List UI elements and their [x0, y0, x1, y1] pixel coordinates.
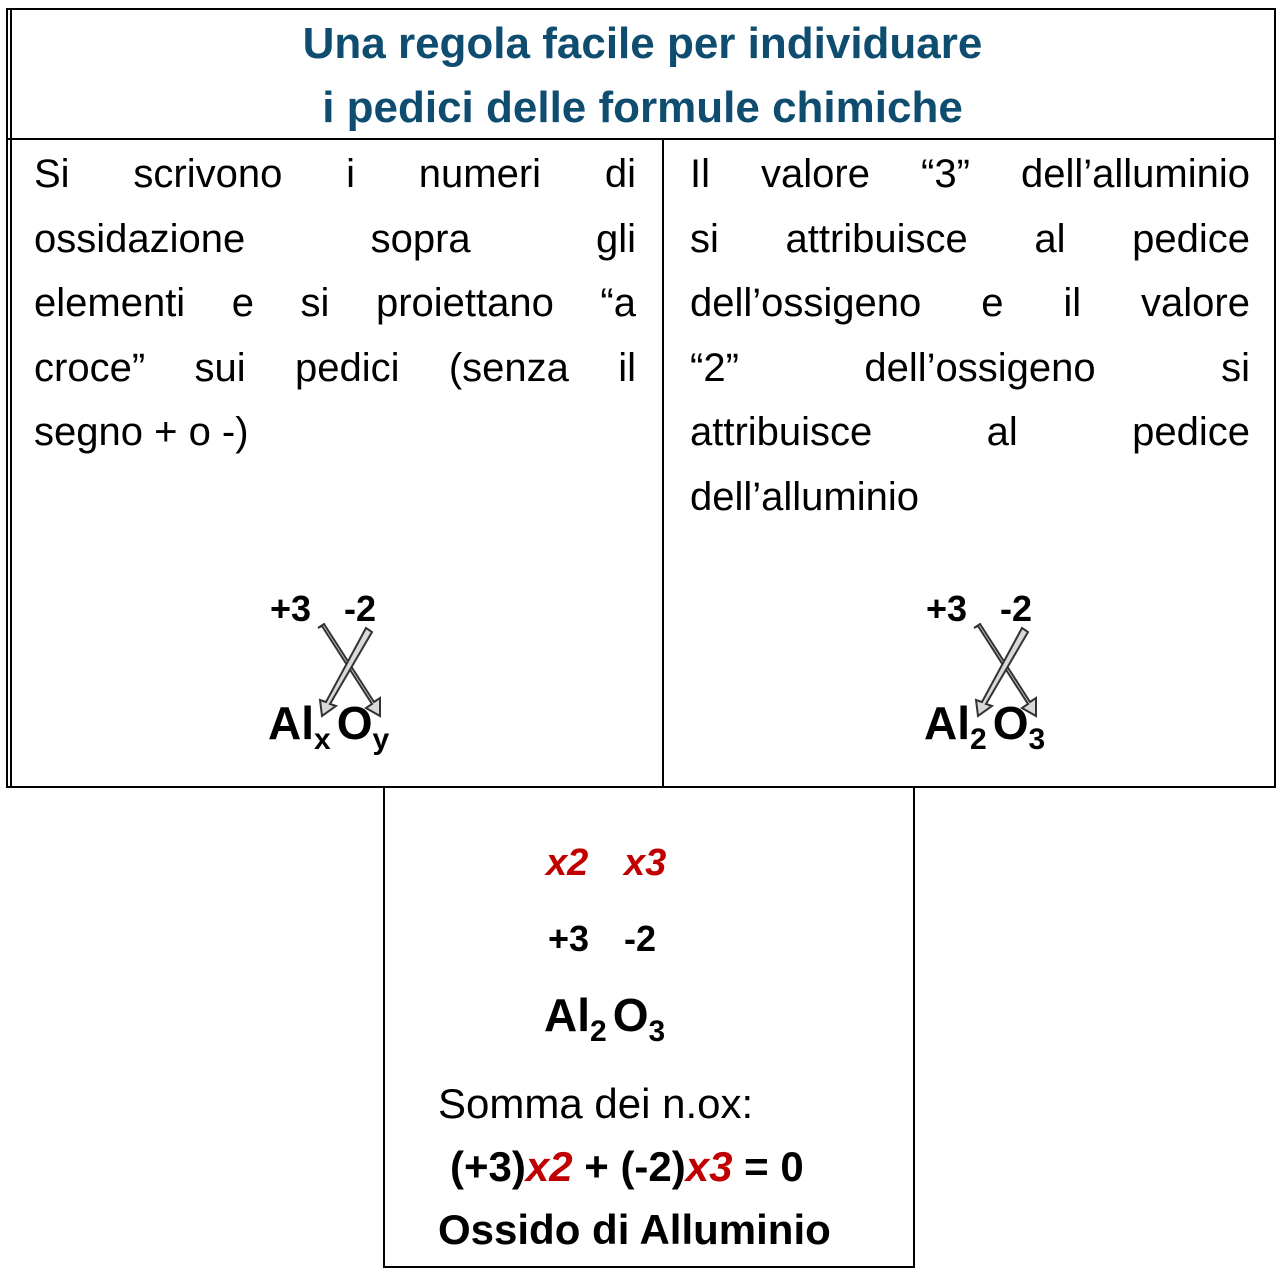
element-al: Al [924, 697, 970, 749]
element-o: O [336, 697, 373, 749]
element-o: O [992, 697, 1029, 749]
left-formula [268, 696, 390, 756]
element-o: O [612, 989, 649, 1041]
left-text-line: croce” sui pedici (senza il [34, 345, 636, 390]
subscript-2: 2 [590, 1015, 607, 1048]
element-al: Al [544, 989, 590, 1041]
subscript-3: 3 [648, 1015, 666, 1048]
element-al: Al [268, 697, 314, 749]
left-text-line: elementi e si proiettano “a [34, 281, 636, 325]
compound-name: Ossido di Alluminio [438, 1206, 831, 1253]
box-border-left [383, 788, 385, 1268]
right-text-line: Il valore “3” dell’alluminio [690, 152, 1250, 196]
left-ox-al: +3 [270, 588, 312, 629]
right-cell-text [690, 142, 1250, 529]
left-cell-text [34, 142, 636, 465]
left-text-line: segno + o -) [34, 410, 249, 454]
right-ox-al: +3 [926, 588, 968, 629]
eq-part-3: = 0 [732, 1143, 804, 1190]
eq-part-1: (+3) [450, 1143, 526, 1190]
table-border-left-outer [6, 8, 8, 788]
multiplier-x3: x3 [624, 842, 667, 884]
right-text-line: dell’alluminio [690, 474, 920, 519]
table-border-top [6, 8, 1276, 10]
right-formula [924, 696, 1046, 756]
box-border-right [913, 788, 915, 1268]
right-ox-o: -2 [1000, 588, 1033, 629]
title-line-2: i pedici delle formule chimiche [322, 83, 963, 132]
left-text-line: Si scrivono i numeri di [34, 152, 636, 196]
subscript-2: 2 [970, 723, 987, 756]
bottom-ox-al: +3 [548, 918, 590, 959]
eq-mult-1: x2 [525, 1143, 573, 1190]
right-text-line: attribuisce al pedice [690, 410, 1250, 454]
left-ox-o: -2 [344, 588, 377, 629]
subscript-3: 3 [1028, 723, 1046, 756]
right-text-line: si attribuisce al pedice [690, 216, 1250, 261]
multiplier-x2: x2 [546, 842, 589, 884]
table-border-middle [662, 138, 664, 788]
table-border-bottom [6, 786, 1276, 788]
title-line-1: Una regola facile per individuare [302, 19, 983, 68]
sum-label: Somma dei n.ox: [438, 1080, 754, 1127]
subscript-x: x [314, 723, 331, 756]
bottom-ox-o: -2 [624, 918, 657, 959]
bottom-formula [544, 988, 666, 1048]
eq-part-2: + (-2) [572, 1143, 686, 1190]
left-text-line: ossidazione sopra gli [34, 216, 636, 261]
subscript-y: y [372, 723, 390, 756]
right-text-line: “2” dell’ossigeno si [690, 345, 1250, 390]
sum-equation [450, 1143, 804, 1191]
right-text-line: dell’ossigeno e il valore [690, 281, 1250, 325]
eq-mult-2: x3 [685, 1143, 733, 1190]
box-border-bottom [383, 1266, 915, 1268]
